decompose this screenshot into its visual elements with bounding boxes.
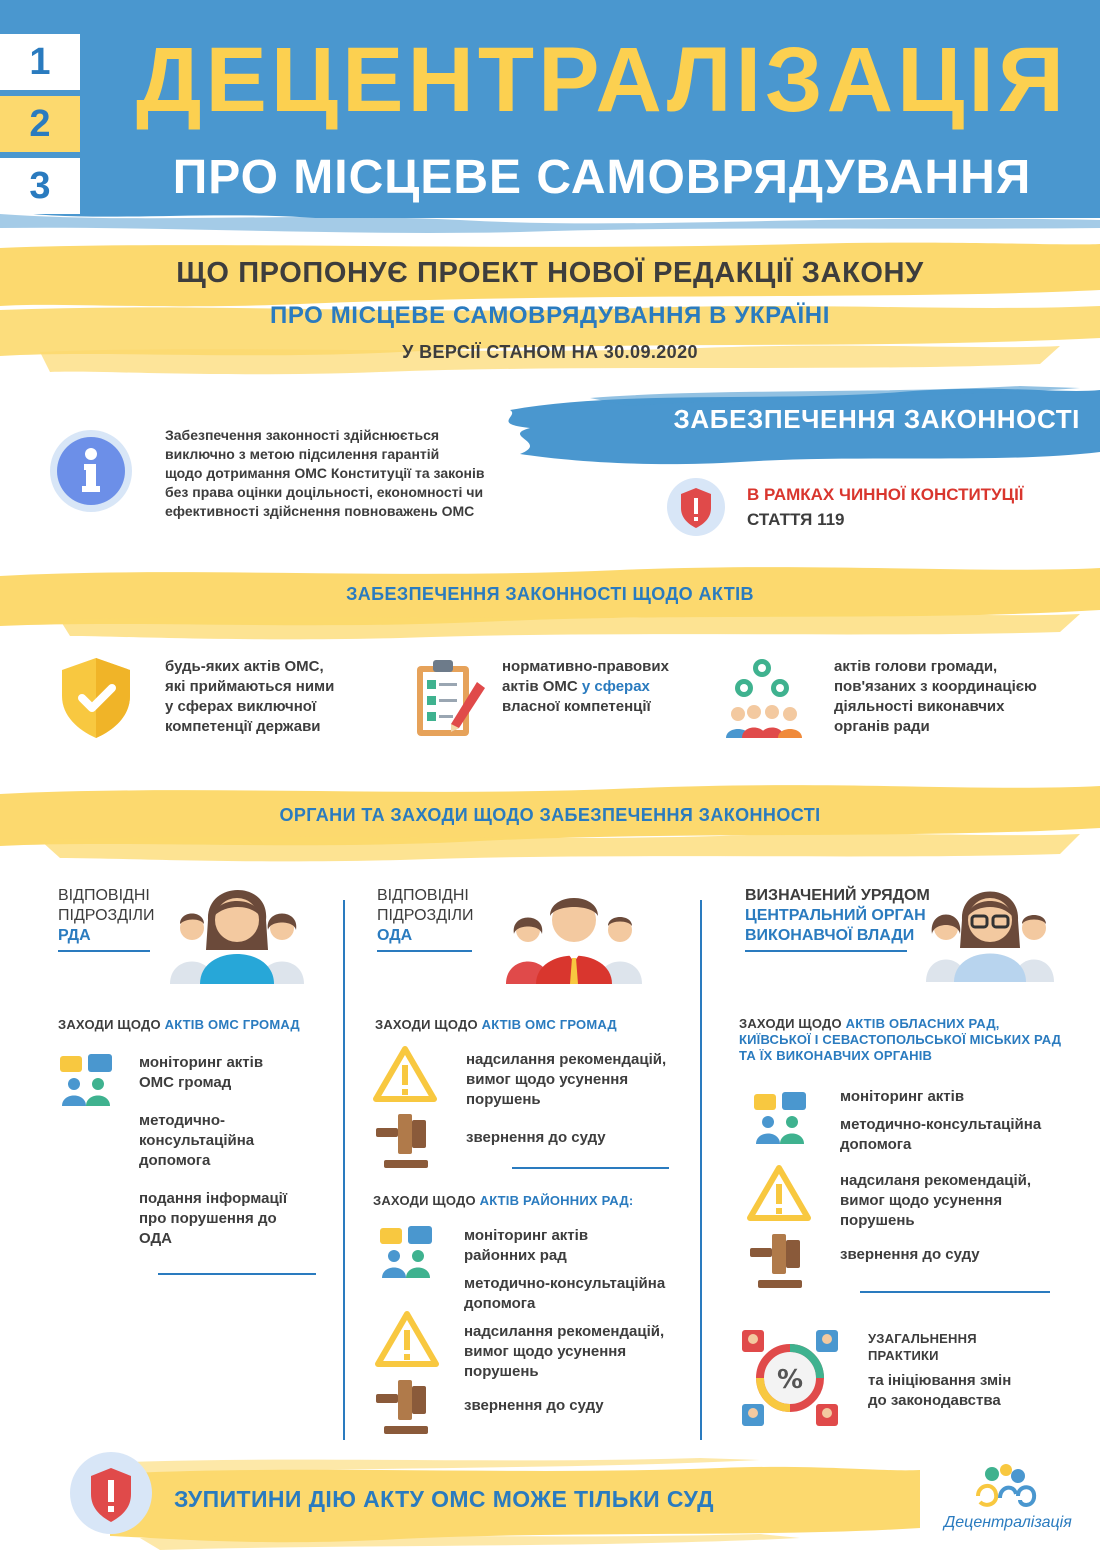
monitoring-icon: [378, 1224, 434, 1280]
measure-text: звернення до суду: [840, 1246, 980, 1263]
measure-text: допомога: [464, 1295, 536, 1312]
col2-heading: [377, 886, 474, 946]
gavel-icon: [372, 1110, 432, 1170]
col2-mid-line: [512, 1167, 669, 1169]
measures-blue: АКТІВ ОМС ГРОМАД: [481, 1017, 617, 1032]
measure-text: порушень: [466, 1091, 541, 1108]
acts-text-line: пов'язаних з координацією: [834, 678, 1037, 695]
measures-prefix: ЗАХОДИ ЩОДО: [739, 1016, 846, 1031]
heading-line-blue: ОДА: [377, 927, 413, 944]
measure-text: допомога: [840, 1136, 912, 1153]
measures-prefix: ЗАХОДИ ЩОДО: [375, 1017, 482, 1032]
info-icon: [50, 430, 132, 512]
intro-line-2: ПРО МІСЦЕВЕ САМОВРЯДУВАННЯ В УКРАЇНІ: [270, 302, 830, 329]
measure-text: ОМС громад: [139, 1074, 232, 1091]
acts-text-line: які приймаються ними: [165, 678, 335, 695]
measure-text: до законодавства: [868, 1392, 1001, 1409]
measure-text: звернення до суду: [464, 1397, 604, 1414]
logo-text: Децентралізація: [944, 1514, 1072, 1531]
gavel-icon: [746, 1230, 806, 1290]
svg-text:%: %: [776, 1365, 804, 1395]
measure-text: вимог щодо усунення: [464, 1343, 627, 1360]
col3-measures-label: [739, 1016, 1061, 1064]
col2-measures-label: [375, 1017, 617, 1032]
footer-statement: ЗУПИТИНИ ДІЮ АКТУ ОМС МОЖЕ ТІЛЬКИ СУД: [174, 1486, 714, 1512]
measure-text: про порушення до: [139, 1210, 277, 1227]
heading-line-blue: ЦЕНТРАЛЬНИЙ ОРГАН: [745, 907, 926, 924]
measure-text: моніторинг актів: [840, 1088, 965, 1105]
measure-text: методично-консультаційна: [840, 1116, 1042, 1133]
number-box-3: 3: [0, 158, 80, 214]
legality-text-line: виключно з метою підсилення гарантій: [165, 446, 440, 462]
legality-description: [165, 426, 565, 521]
measure-text: методично-: [139, 1112, 226, 1129]
heading-line: ВИЗНАЧЕНИЙ УРЯДОМ: [745, 887, 930, 904]
col1-heading-underline: [58, 950, 150, 952]
group-avatar-icon: [926, 882, 1054, 982]
heading-line-blue: РДА: [58, 927, 91, 944]
acts-text-line: актів голови громади,: [834, 658, 998, 675]
percent-practice-icon: [740, 1328, 840, 1428]
number-box-1: 1: [0, 34, 80, 90]
legality-text-line: Забезпечення законності здійснюється: [165, 427, 440, 443]
col3-heading: [745, 886, 930, 946]
number-box-2: 2: [0, 96, 80, 152]
bodies-title: ОРГАНИ ТА ЗАХОДИ ЩОДО ЗАБЕЗПЕЧЕННЯ ЗАКОННОСТІ: [279, 805, 821, 825]
col3-heading-underline: [745, 950, 907, 952]
acts-text-line: діяльності виконавчих: [834, 698, 1005, 715]
acts-text-fragment: актів ОМС: [502, 678, 582, 695]
shield-alert-icon: [667, 478, 725, 536]
logo-mark-icon: [944, 1462, 1064, 1510]
col3-generalization: [868, 1330, 1011, 1411]
measure-text: допомога: [139, 1152, 211, 1169]
col2-heading-underline: [377, 950, 472, 952]
measure-text: надсилання рекомендацій,: [466, 1051, 667, 1068]
warning-icon: [746, 1164, 812, 1222]
measure-text: моніторинг актів: [139, 1054, 264, 1071]
acts-title: ЗАБЕЗПЕЧЕННЯ ЗАКОННОСТІ ЩОДО АКТІВ: [346, 584, 754, 604]
col3-bottom-line: [860, 1291, 1050, 1293]
shield-check-icon: [58, 656, 134, 740]
acts-text-line: нормативно-правових: [502, 658, 669, 675]
constitution-label: [747, 485, 1023, 505]
col1-measures-label: [58, 1017, 300, 1032]
col2-items-2: [464, 1226, 665, 1416]
measure-text: надсиланя рекомендацій,: [840, 1172, 1032, 1189]
header-banner: [0, 0, 1100, 240]
column-divider: [700, 900, 702, 1440]
measures-blue: АКТІВ РАЙОННИХ РАД:: [479, 1193, 634, 1208]
legality-text-line: без права оцінки доцільності, економності чи: [165, 484, 484, 500]
generalization-title: ПРАКТИКИ: [868, 1348, 939, 1363]
heading-line-blue: ВИКОНАВЧОЇ ВЛАДИ: [745, 927, 915, 944]
measures-prefix: ЗАХОДИ ЩОДО: [58, 1017, 165, 1032]
clipboard-icon: [415, 658, 487, 738]
monitoring-icon: [58, 1052, 114, 1108]
intro-line-1: ЩО ПРОПОНУЄ ПРОЕКТ НОВОЇ РЕДАКЦІЇ ЗАКОНУ: [176, 257, 924, 289]
measure-text: вимог щодо усунення: [840, 1192, 1003, 1209]
measures-prefix: ЗАХОДИ ЩОДО: [373, 1193, 480, 1208]
col1-bottom-line: [158, 1273, 316, 1275]
acts-text-line: будь-яких актів ОМС,: [165, 658, 324, 675]
measure-text: надсилання рекомендацій,: [464, 1323, 665, 1340]
group-avatar-icon: [170, 880, 304, 984]
monitoring-icon: [752, 1090, 808, 1146]
warning-icon: [372, 1045, 438, 1103]
column-divider: [343, 900, 345, 1440]
acts-text-line-blue: власної компетенції: [502, 698, 651, 715]
measure-text: вимог щодо усунення: [466, 1071, 629, 1088]
acts-text-line-blue: компетенції держави: [165, 718, 321, 735]
col1-heading: [58, 886, 155, 946]
article-label: СТАТТЯ 119: [747, 510, 845, 529]
generalization-title: УЗАГАЛЬНЕННЯ: [868, 1331, 977, 1346]
footer-shield-icon: [70, 1452, 152, 1534]
measure-text: порушень: [464, 1363, 539, 1380]
col2-measures2-label: [373, 1193, 633, 1208]
gavel-icon: [372, 1376, 432, 1436]
measures-blue: АКТІВ ОМС ГРОМАД: [164, 1017, 300, 1032]
measure-text: подання інформації: [139, 1190, 288, 1207]
heading-line: ПІДРОЗДІЛИ: [377, 907, 474, 924]
measure-text: моніторинг актів: [464, 1227, 589, 1244]
group-avatar-icon: [506, 884, 642, 984]
decentralization-logo: [944, 1462, 1072, 1542]
page-title: ДЕЦЕНТРАЛІЗАЦІЯ: [135, 29, 1069, 131]
measure-text: звернення до суду: [466, 1129, 606, 1146]
acts-col-1-text: [165, 657, 334, 737]
heading-line: ВІДПОВІДНІ: [58, 887, 150, 904]
measure-text: районних рад: [464, 1247, 567, 1264]
acts-text-line-blue: у сферах виключної: [165, 698, 317, 715]
col1-items: [139, 1053, 287, 1249]
measures-blue: КИЇВСЬКОЇ І СЕВАСТОПОЛЬСЬКОЇ МІСЬКИХ РАД: [739, 1032, 1062, 1047]
intro-line-3: У ВЕРСІЇ СТАНОМ НА 30.09.2020: [402, 342, 698, 362]
team-gears-icon: [722, 656, 806, 740]
col2-items: [466, 1050, 666, 1148]
legality-title: ЗАБЕЗПЕЧЕННЯ ЗАКОННОСТІ: [673, 404, 1080, 434]
measures-blue: ТА ЇХ ВИКОНАВЧИХ ОРГАНІВ: [739, 1048, 933, 1063]
heading-line: ВІДПОВІДНІ: [377, 887, 469, 904]
constitution-prefix: В РАМКАХ: [747, 485, 839, 504]
measures-blue: АКТІВ ОБЛАСНИХ РАД,: [845, 1016, 1000, 1031]
legality-text-line: ефективності здійснення повноважень ОМС: [165, 503, 475, 519]
acts-col-3-text: [834, 657, 1037, 737]
measure-text: ОДА: [139, 1230, 172, 1247]
acts-text-line: органів ради: [834, 718, 930, 735]
heading-line: ПІДРОЗДІЛИ: [58, 907, 155, 924]
legality-text-line: щодо дотримання ОМС Конституції та законів: [165, 465, 485, 481]
page-subtitle: ПРО МІСЦЕВЕ САМОВРЯДУВАННЯ: [172, 151, 1032, 204]
measure-text: методично-консультаційна: [464, 1275, 666, 1292]
acts-text-fragment-blue: у сферах: [581, 678, 650, 695]
measure-text: та ініціювання змін: [868, 1372, 1012, 1389]
constitution-highlight: ЧИННОЇ КОНСТИТУЦІЇ: [839, 485, 1024, 504]
measure-text: порушень: [840, 1212, 915, 1229]
warning-icon: [374, 1310, 440, 1368]
measure-text: консультаційна: [139, 1132, 255, 1149]
acts-col-2-text: [502, 657, 669, 717]
col3-items: [840, 1087, 1041, 1265]
